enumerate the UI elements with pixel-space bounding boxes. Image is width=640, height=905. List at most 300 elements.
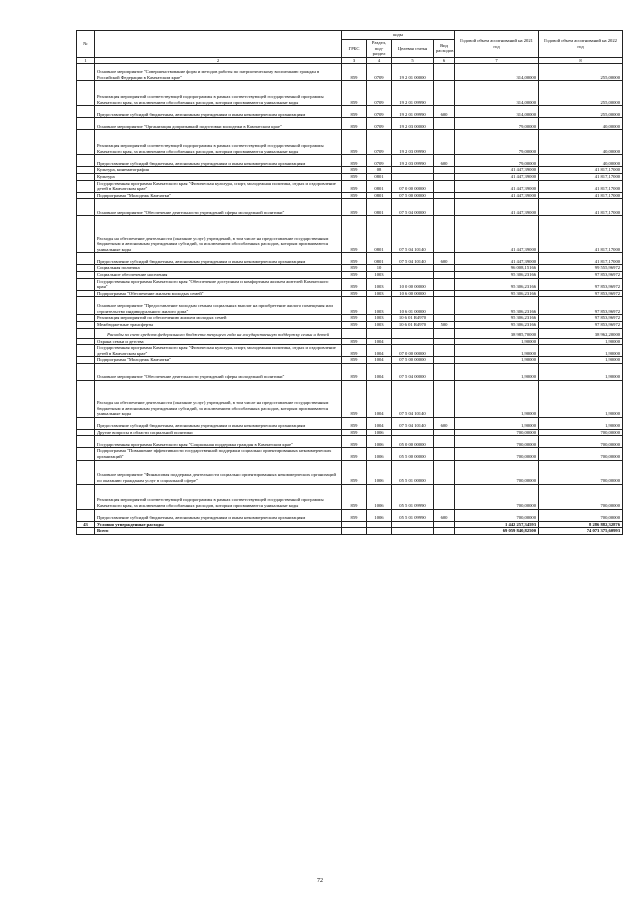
row-vid: 500 bbox=[434, 321, 455, 328]
row-target-article bbox=[392, 528, 434, 535]
row-grbs: 859 bbox=[342, 155, 367, 167]
row-grbs: 859 bbox=[342, 380, 367, 417]
row-number bbox=[77, 380, 95, 417]
row-vid bbox=[434, 118, 455, 130]
row-number bbox=[77, 253, 95, 265]
row-number bbox=[77, 106, 95, 118]
row-amount-2022: 700,00000 bbox=[539, 436, 623, 448]
row-grbs: 859 bbox=[342, 448, 367, 460]
row-amount-2022: 97 853,96972 bbox=[539, 297, 623, 315]
row-target-article: 19 2 01 09990 bbox=[392, 106, 434, 118]
row-vid bbox=[434, 429, 455, 436]
row-vid bbox=[434, 363, 455, 380]
row-amount-2022: 1,90000 bbox=[539, 380, 623, 417]
row-amount-2022: 255,00000 bbox=[539, 106, 623, 118]
row-amount-2022: 97 853,96972 bbox=[539, 321, 623, 328]
row-name: Подпрограмма "Молодежь Камчатки" bbox=[95, 192, 342, 199]
row-target-article: 07 0 00 00000 bbox=[392, 345, 434, 357]
row-grbs: 859 bbox=[342, 363, 367, 380]
row-razdel: 1003 bbox=[367, 297, 392, 315]
row-number bbox=[77, 417, 95, 429]
row-target-article: 07 5 04 10140 bbox=[392, 216, 434, 253]
row-amount-2022: 97 853,96972 bbox=[539, 271, 623, 278]
row-target-article: 05 5 01 09990 bbox=[392, 509, 434, 521]
row-vid bbox=[434, 484, 455, 509]
row-razdel: 1004 bbox=[367, 417, 392, 429]
row-number bbox=[77, 297, 95, 315]
row-number bbox=[77, 436, 95, 448]
header-index: 6 bbox=[434, 57, 455, 64]
row-vid: 600 bbox=[434, 509, 455, 521]
row-razdel: 1006 bbox=[367, 460, 392, 484]
row-number bbox=[77, 167, 95, 174]
row-amount-2021: 95 306,23166 bbox=[455, 290, 539, 297]
row-amount-2022: 255,00000 bbox=[539, 64, 623, 81]
row-target-article: 10 6 00 00000 bbox=[392, 290, 434, 297]
row-amount-2022: 41 817,17000 bbox=[539, 180, 623, 192]
row-amount-2022: 40,00000 bbox=[539, 155, 623, 167]
row-number bbox=[77, 448, 95, 460]
row-vid bbox=[434, 192, 455, 199]
row-target-article: 19 2 01 00000 bbox=[392, 64, 434, 81]
row-razdel: 08 bbox=[367, 167, 392, 174]
row-number: 43 bbox=[77, 521, 95, 528]
row-amount-2022: 1,90000 bbox=[539, 338, 623, 345]
table-row bbox=[77, 338, 623, 345]
table-row bbox=[77, 297, 623, 315]
row-grbs: 859 bbox=[342, 297, 367, 315]
row-amount-2021: 1,90000 bbox=[455, 345, 539, 357]
table-row bbox=[77, 278, 623, 290]
row-razdel: 0801 bbox=[367, 216, 392, 253]
row-number bbox=[77, 290, 95, 297]
row-grbs: 859 bbox=[342, 278, 367, 290]
row-name: Предоставление субсидий бюджетным, автономным учреждениям и иным некоммерческим организациям bbox=[95, 417, 342, 429]
row-target-article: 07 5 00 00000 bbox=[392, 357, 434, 364]
row-vid bbox=[434, 448, 455, 460]
row-target-article: 05 5 01 00000 bbox=[392, 460, 434, 484]
row-target-article: 19 2 03 09990 bbox=[392, 130, 434, 155]
row-number bbox=[77, 345, 95, 357]
row-amount-2022: 700,00000 bbox=[539, 460, 623, 484]
row-vid bbox=[434, 436, 455, 448]
row-razdel: 1004 bbox=[367, 380, 392, 417]
table-row bbox=[77, 436, 623, 448]
row-vid bbox=[434, 357, 455, 364]
row-name: Всего bbox=[95, 528, 342, 535]
row-name: Культура bbox=[95, 173, 342, 180]
table-row bbox=[77, 484, 623, 509]
row-razdel: 0709 bbox=[367, 64, 392, 81]
row-razdel: 1003 bbox=[367, 271, 392, 278]
row-target-article: 07 5 04 00000 bbox=[392, 363, 434, 380]
row-target-article: 07 0 00 00000 bbox=[392, 180, 434, 192]
row-razdel: 1004 bbox=[367, 338, 392, 345]
row-target-article bbox=[392, 521, 434, 528]
row-number bbox=[77, 130, 95, 155]
row-name: Основное мероприятие "Предоставление молодым семьям социальных выплат на приобретение жилого помещения или строительство индивидуального жилого дома" bbox=[95, 297, 342, 315]
row-amount-2021: 95 306,23166 bbox=[455, 297, 539, 315]
row-razdel: 1004 bbox=[367, 357, 392, 364]
row-target-article: 07 5 04 10140 bbox=[392, 380, 434, 417]
row-target-article: 10 6 01 00000 bbox=[392, 297, 434, 315]
row-amount-2022: 1,90000 bbox=[539, 363, 623, 380]
row-number bbox=[77, 278, 95, 290]
row-grbs: 859 bbox=[342, 429, 367, 436]
row-number bbox=[77, 192, 95, 199]
header-razdel: Раздел, под-раздел bbox=[367, 40, 392, 58]
row-amount-2022: 700,00000 bbox=[539, 484, 623, 509]
row-vid: 600 bbox=[434, 106, 455, 118]
row-grbs: 859 bbox=[342, 216, 367, 253]
row-grbs: 859 bbox=[342, 81, 367, 106]
row-name: Подпрограмма "Повышение эффективности государственной поддержки социально ориентированных некоммерческих организаций" bbox=[95, 448, 342, 460]
row-vid bbox=[434, 460, 455, 484]
header-number: № bbox=[77, 31, 95, 58]
row-name: Предоставление субсидий бюджетным, автономным учреждениям и иным некоммерческим организациям bbox=[95, 509, 342, 521]
header-index: 4 bbox=[367, 57, 392, 64]
row-number bbox=[77, 528, 95, 535]
row-amount-2022: 38 962,20000 bbox=[539, 328, 623, 338]
row-amount-2022: 8 286 882,32876 bbox=[539, 521, 623, 528]
row-target-article: 07 5 00 00000 bbox=[392, 192, 434, 199]
row-name: Реализация мероприятий соответствующей подпрограммы в рамках соответствующей государственной программы Камчатского края, за исключением обособленных расходов, которым присваиваются уникальные коды bbox=[95, 130, 342, 155]
row-vid bbox=[434, 328, 455, 338]
row-vid: 600 bbox=[434, 417, 455, 429]
row-number bbox=[77, 118, 95, 130]
table-row bbox=[77, 64, 623, 81]
row-amount-2021: 1 442 257,34593 bbox=[455, 521, 539, 528]
table-row bbox=[77, 106, 623, 118]
row-vid bbox=[434, 338, 455, 345]
row-amount-2021: 38 985,70000 bbox=[455, 328, 539, 338]
row-razdel: 0709 bbox=[367, 106, 392, 118]
row-grbs: 859 bbox=[342, 265, 367, 272]
row-razdel: 1006 bbox=[367, 484, 392, 509]
row-grbs: 859 bbox=[342, 167, 367, 174]
row-amount-2022: 41 817,17000 bbox=[539, 192, 623, 199]
row-amount-2021: 95 306,23166 bbox=[455, 315, 539, 322]
row-vid bbox=[434, 130, 455, 155]
row-grbs: 859 bbox=[342, 290, 367, 297]
row-grbs: 859 bbox=[342, 106, 367, 118]
table-row bbox=[77, 357, 623, 364]
row-name: Государственная программа Камчатского края "Социальная поддержка граждан в Камчатском крае" bbox=[95, 436, 342, 448]
row-amount-2021: 700,00000 bbox=[455, 484, 539, 509]
row-number bbox=[77, 321, 95, 328]
row-target-article: 07 5 04 00000 bbox=[392, 199, 434, 216]
row-amount-2021: 41 447,39000 bbox=[455, 180, 539, 192]
header-index: 5 bbox=[392, 57, 434, 64]
row-name: Государственная программа Камчатского края "Обеспечение доступным и комфортным жильем жителей Камчатского края" bbox=[95, 278, 342, 290]
row-grbs: 859 bbox=[342, 192, 367, 199]
row-name: Основное мероприятие "Финансовая поддержка деятельности социально ориентированных некоммерческих организаций по оказанию гражданам услуг в социальной сфере" bbox=[95, 460, 342, 484]
header-index: 3 bbox=[342, 57, 367, 64]
row-amount-2022: 41 817,17000 bbox=[539, 253, 623, 265]
row-amount-2021: 1,90000 bbox=[455, 380, 539, 417]
row-vid bbox=[434, 180, 455, 192]
row-vid bbox=[434, 216, 455, 253]
row-name: Подпрограмма "Обеспечение жильем молодых семей" bbox=[95, 290, 342, 297]
row-amount-2021: 41 447,39000 bbox=[455, 192, 539, 199]
row-vid bbox=[434, 315, 455, 322]
row-grbs: 859 bbox=[342, 130, 367, 155]
row-razdel: 1003 bbox=[367, 321, 392, 328]
row-razdel: 0801 bbox=[367, 173, 392, 180]
table-row bbox=[77, 363, 623, 380]
row-grbs: 859 bbox=[342, 460, 367, 484]
row-number bbox=[77, 338, 95, 345]
row-name: Предоставление субсидий бюджетным, автономным учреждениям и иным некоммерческим организациям bbox=[95, 155, 342, 167]
row-razdel: 10 bbox=[367, 265, 392, 272]
row-razdel: 0801 bbox=[367, 192, 392, 199]
row-razdel: 1004 bbox=[367, 345, 392, 357]
row-amount-2022: 700,00000 bbox=[539, 448, 623, 460]
row-name: Предоставление субсидий бюджетным, автономным учреждениям и иным некоммерческим организациям bbox=[95, 253, 342, 265]
row-razdel: 1003 bbox=[367, 290, 392, 297]
budget-table-sheet bbox=[76, 30, 622, 535]
row-name: Культура, кинематография bbox=[95, 167, 342, 174]
table-row bbox=[77, 290, 623, 297]
header-2021: Годовой объем ассигнований на 2021 год bbox=[455, 31, 539, 58]
row-amount-2022: 97 853,96972 bbox=[539, 278, 623, 290]
table-row bbox=[77, 328, 623, 338]
row-number bbox=[77, 180, 95, 192]
row-amount-2022: 255,00000 bbox=[539, 81, 623, 106]
row-grbs: 859 bbox=[342, 321, 367, 328]
row-vid bbox=[434, 278, 455, 290]
row-name: Межбюджетные трансферты bbox=[95, 321, 342, 328]
row-target-article: 10 0 00 00000 bbox=[392, 278, 434, 290]
row-name: Основное мероприятие "Совершенствование форм и методов работы по патриотическому воспитанию граждан в Российской Федерации в Камчатском крае" bbox=[95, 64, 342, 81]
row-target-article: 19 2 03 00000 bbox=[392, 118, 434, 130]
row-name: Основное мероприятие "Обеспечение деятельности учреждений сферы молодежной политики" bbox=[95, 363, 342, 380]
table-body bbox=[77, 64, 623, 534]
header-grbs: ГРБС bbox=[342, 40, 367, 58]
row-vid bbox=[434, 199, 455, 216]
row-name: Социальное обеспечение населения bbox=[95, 271, 342, 278]
row-amount-2021: 314,00000 bbox=[455, 64, 539, 81]
row-amount-2021: 95 306,23166 bbox=[455, 321, 539, 328]
table-row bbox=[77, 448, 623, 460]
row-grbs: 859 bbox=[342, 357, 367, 364]
row-vid bbox=[434, 290, 455, 297]
row-razdel: 1006 bbox=[367, 448, 392, 460]
row-razdel: 1004 bbox=[367, 363, 392, 380]
row-razdel bbox=[367, 521, 392, 528]
row-target-article bbox=[392, 173, 434, 180]
row-name: Государственная программа Камчатского края "Физическая культура, спорт, молодежная политика, отдых и оздоровление детей в Камчатском крае" bbox=[95, 345, 342, 357]
row-grbs: 859 bbox=[342, 199, 367, 216]
row-razdel: 0709 bbox=[367, 155, 392, 167]
row-grbs: 859 bbox=[342, 315, 367, 322]
table-row bbox=[77, 130, 623, 155]
row-vid bbox=[434, 380, 455, 417]
table-row bbox=[77, 192, 623, 199]
row-vid bbox=[434, 528, 455, 535]
row-grbs: 859 bbox=[342, 338, 367, 345]
header-index: 1 bbox=[77, 57, 95, 64]
row-grbs: 859 bbox=[342, 180, 367, 192]
table-row bbox=[77, 429, 623, 436]
row-amount-2021: 700,00000 bbox=[455, 460, 539, 484]
row-amount-2022: 41 817,17000 bbox=[539, 199, 623, 216]
row-grbs bbox=[342, 528, 367, 535]
row-target-article: 10 6 01 R4970 bbox=[392, 315, 434, 322]
row-number bbox=[77, 199, 95, 216]
row-grbs: 859 bbox=[342, 253, 367, 265]
row-amount-2022: 74 073 375,60993 bbox=[539, 528, 623, 535]
table-row bbox=[77, 118, 623, 130]
row-amount-2022: 700,00000 bbox=[539, 509, 623, 521]
header-index: 8 bbox=[539, 57, 623, 64]
row-vid bbox=[434, 271, 455, 278]
header-target: Целевая статья bbox=[392, 40, 434, 58]
row-vid bbox=[434, 265, 455, 272]
row-target-article bbox=[392, 328, 434, 338]
row-amount-2021: 1,90000 bbox=[455, 363, 539, 380]
row-razdel: 0801 bbox=[367, 180, 392, 192]
table-row bbox=[77, 315, 623, 322]
row-razdel: 0709 bbox=[367, 118, 392, 130]
row-grbs: 859 bbox=[342, 484, 367, 509]
row-amount-2021: 95 306,23166 bbox=[455, 271, 539, 278]
row-razdel bbox=[367, 528, 392, 535]
row-target-article: 07 5 04 10140 bbox=[392, 253, 434, 265]
header-vid: Вид расходов bbox=[434, 40, 455, 58]
row-amount-2021: 314,00000 bbox=[455, 106, 539, 118]
row-target-article bbox=[392, 429, 434, 436]
row-name: Основное мероприятие "Обеспечение деятельности учреждений сферы молодежной политики" bbox=[95, 199, 342, 216]
row-razdel: 0709 bbox=[367, 130, 392, 155]
row-name: Другие вопросы в области социальной политики bbox=[95, 429, 342, 436]
row-target-article bbox=[392, 265, 434, 272]
row-vid bbox=[434, 173, 455, 180]
row-amount-2021: 1,90000 bbox=[455, 417, 539, 429]
row-grbs: 859 bbox=[342, 173, 367, 180]
row-amount-2022: 99 555,96972 bbox=[539, 265, 623, 272]
row-amount-2022: 41 817,17000 bbox=[539, 167, 623, 174]
table-row bbox=[77, 321, 623, 328]
row-grbs: 859 bbox=[342, 64, 367, 81]
row-vid bbox=[434, 345, 455, 357]
row-amount-2021: 1,90000 bbox=[455, 338, 539, 345]
row-razdel: 1006 bbox=[367, 429, 392, 436]
header-index: 2 bbox=[95, 57, 342, 64]
row-target-article bbox=[392, 271, 434, 278]
row-amount-2021: 95 306,23166 bbox=[455, 278, 539, 290]
row-razdel: 0801 bbox=[367, 253, 392, 265]
row-amount-2021: 41 447,39000 bbox=[455, 199, 539, 216]
row-amount-2022: 40,00000 bbox=[539, 130, 623, 155]
row-target-article: 10 6 01 R4970 bbox=[392, 321, 434, 328]
table-row bbox=[77, 521, 623, 528]
row-grbs bbox=[342, 328, 367, 338]
row-amount-2021: 41 447,39000 bbox=[455, 167, 539, 174]
row-number bbox=[77, 460, 95, 484]
row-name: Предоставление субсидий бюджетным, автономным учреждениям и иным некоммерческим организациям bbox=[95, 106, 342, 118]
row-amount-2022: 40,00000 bbox=[539, 118, 623, 130]
row-vid bbox=[434, 297, 455, 315]
table-row bbox=[77, 528, 623, 535]
row-razdel: 1006 bbox=[367, 436, 392, 448]
row-vid bbox=[434, 64, 455, 81]
row-number bbox=[77, 64, 95, 81]
row-name: Расходы на обеспечение деятельности (оказание услуг) учреждений, в том числе на предоставление государственным бюджетным и автономным учреждениям субсидий, за исключением обособленных расходов, которым присваиваются уникальные коды bbox=[95, 216, 342, 253]
table-row bbox=[77, 199, 623, 216]
row-name: Охрана семьи и детства bbox=[95, 338, 342, 345]
row-name: Реализация мероприятий по обеспечению жильем молодых семей bbox=[95, 315, 342, 322]
table-row bbox=[77, 253, 623, 265]
row-number bbox=[77, 155, 95, 167]
row-vid: 600 bbox=[434, 155, 455, 167]
row-number bbox=[77, 271, 95, 278]
row-target-article bbox=[392, 167, 434, 174]
row-target-article: 19 2 03 09990 bbox=[392, 155, 434, 167]
row-grbs: 859 bbox=[342, 436, 367, 448]
row-grbs: 859 bbox=[342, 118, 367, 130]
row-amount-2021: 1,90000 bbox=[455, 357, 539, 364]
row-amount-2022: 41 817,17000 bbox=[539, 216, 623, 253]
row-number bbox=[77, 315, 95, 322]
row-name: Основное мероприятие "Организация допризывной подготовки молодежи в Камчатском крае" bbox=[95, 118, 342, 130]
row-vid bbox=[434, 521, 455, 528]
header-codes: коды bbox=[342, 31, 455, 40]
row-amount-2022: 41 817,17000 bbox=[539, 173, 623, 180]
row-razdel bbox=[367, 328, 392, 338]
table-row bbox=[77, 271, 623, 278]
row-amount-2021: 41 447,39000 bbox=[455, 253, 539, 265]
table-row bbox=[77, 417, 623, 429]
row-name: Государственная программа Камчатского края "Физическая культура, спорт, молодежная политика, отдых и оздоровление детей в Камчатском крае" bbox=[95, 180, 342, 192]
table-row bbox=[77, 173, 623, 180]
row-amount-2021: 700,00000 bbox=[455, 429, 539, 436]
row-grbs: 859 bbox=[342, 271, 367, 278]
table-row bbox=[77, 460, 623, 484]
row-number bbox=[77, 81, 95, 106]
row-vid: 600 bbox=[434, 253, 455, 265]
row-name: Подпрограмма "Молодежь Камчатки" bbox=[95, 357, 342, 364]
header-index: 7 bbox=[455, 57, 539, 64]
row-number bbox=[77, 265, 95, 272]
row-grbs: 859 bbox=[342, 345, 367, 357]
header-index-row bbox=[77, 57, 623, 64]
row-razdel: 1003 bbox=[367, 315, 392, 322]
table-row bbox=[77, 155, 623, 167]
row-vid bbox=[434, 81, 455, 106]
table-row bbox=[77, 265, 623, 272]
table-row bbox=[77, 216, 623, 253]
row-target-article: 05 0 00 00000 bbox=[392, 436, 434, 448]
row-razdel: 1003 bbox=[367, 278, 392, 290]
row-amount-2022: 97 853,96972 bbox=[539, 290, 623, 297]
row-grbs: 859 bbox=[342, 417, 367, 429]
row-target-article bbox=[392, 338, 434, 345]
row-name: Условно утвержденные расходы bbox=[95, 521, 342, 528]
row-amount-2022: 1,90000 bbox=[539, 357, 623, 364]
row-amount-2021: 314,00000 bbox=[455, 81, 539, 106]
row-amount-2021: 79,00000 bbox=[455, 118, 539, 130]
row-razdel: 1006 bbox=[367, 509, 392, 521]
table-row bbox=[77, 345, 623, 357]
row-amount-2022: 1,90000 bbox=[539, 345, 623, 357]
row-amount-2021: 96 008,15166 bbox=[455, 265, 539, 272]
row-number bbox=[77, 357, 95, 364]
row-amount-2021: 79,00000 bbox=[455, 155, 539, 167]
row-amount-2022: 700,00000 bbox=[539, 429, 623, 436]
row-number bbox=[77, 363, 95, 380]
budget-table bbox=[76, 30, 623, 535]
